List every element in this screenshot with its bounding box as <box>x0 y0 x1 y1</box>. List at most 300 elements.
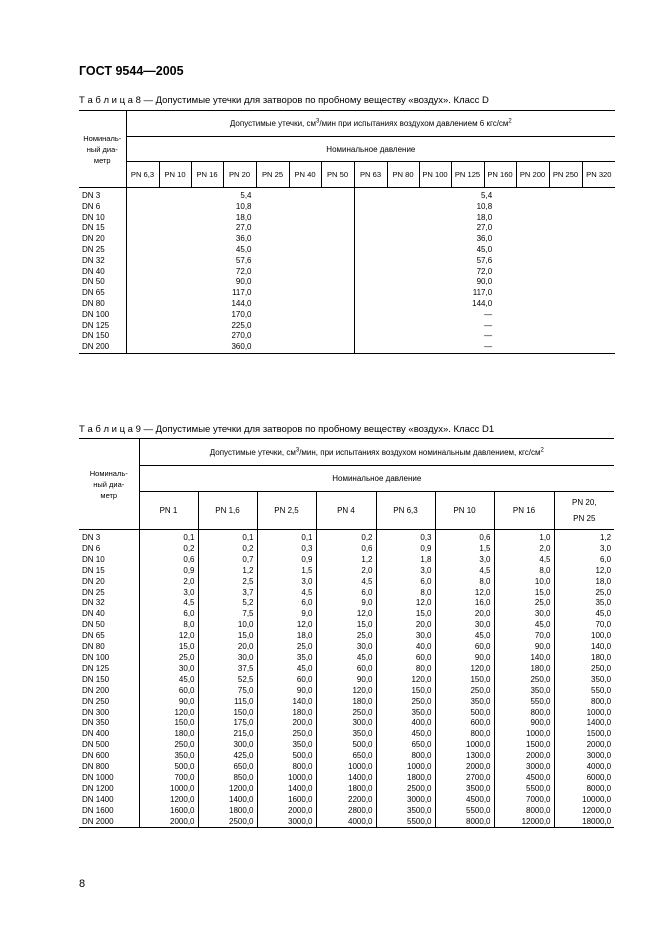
table8-pressure-header: Номинальное давление <box>126 137 615 162</box>
table9-value-cell: 2800,0 <box>316 806 376 817</box>
table9-value-cell: 5,2 <box>198 598 257 609</box>
table9-value-cell: 3,0 <box>599 543 612 553</box>
table9-value-cell: 16,0 <box>435 598 494 609</box>
table9-caption: Т а б л и ц а 9 — Допустимые утечки для затворов по пробному веществу «воздух». Класс D1 <box>79 424 495 435</box>
table-row <box>79 675 614 686</box>
table9-value-cell: 0,2 <box>316 530 376 544</box>
table9-value-cell: 1,2 <box>316 555 376 566</box>
table8-dn-cell: DN 200 <box>79 342 126 353</box>
table8-dn-header: Номиналь- ный диа- метр <box>79 111 126 188</box>
table9-value-cell: 800,0 <box>257 762 316 773</box>
table9-value-cell: 500,0 <box>316 740 376 751</box>
table9-pn-row <box>79 492 614 530</box>
table8-value-cell: 5,4 <box>126 188 354 202</box>
table9-value-cell: 300,0 <box>198 740 257 751</box>
table9-value-cell: 5500,0 <box>494 784 554 795</box>
table9-dn-cell: DN 15 <box>79 566 139 577</box>
table9-value-cell: 60,0 <box>316 664 376 675</box>
table8-pn-cell: PN 25 <box>256 162 289 188</box>
table8-dn-cell: DN 50 <box>79 277 126 288</box>
table9-value-cell: 15,0 <box>316 620 376 631</box>
table9-value-cell: 8,0 <box>139 620 198 631</box>
table9-value-cell: 15,0 <box>198 631 257 642</box>
table9-value-cell: 1800,0 <box>316 784 376 795</box>
table9-value-cell: 7000,0 <box>494 795 554 806</box>
table9-value-cell: 80,0 <box>376 664 435 675</box>
table9-value-cell: 0,6 <box>139 555 198 566</box>
table-row <box>79 331 615 342</box>
table9-value-cell: 6,0 <box>139 609 198 620</box>
table9-value-cell: 12000,0 <box>494 817 554 828</box>
table-row <box>79 321 615 332</box>
table-row <box>79 213 615 224</box>
table9-dn-cell: DN 350 <box>79 718 139 729</box>
table9-value-cell: 90,0 <box>316 675 376 686</box>
table9-value-cell: 150,0 <box>376 686 435 697</box>
table9-dn-cell: DN 250 <box>79 697 139 708</box>
table-row <box>79 577 614 588</box>
table9 <box>79 438 614 828</box>
table8-dn-cell: DN 10 <box>79 213 126 224</box>
table9-value-cell: 850,0 <box>198 773 257 784</box>
table9-value-cell: 3,0 <box>435 555 494 566</box>
table9-dn-cell: DN 50 <box>79 620 139 631</box>
table9-dn-cell: DN 1000 <box>79 773 139 784</box>
table9-value-cell: 5500,0 <box>435 806 494 817</box>
table-row <box>79 188 615 202</box>
table8-dn-cell: DN 15 <box>79 223 126 234</box>
table9-value-cell: 350,0 <box>494 686 554 697</box>
table9-value-cell: 300,0 <box>316 718 376 729</box>
table8-pn-cell: PN 63 <box>354 162 387 188</box>
table9-value-cell: 25,0 <box>595 587 612 597</box>
table8-leak-header <box>126 111 615 137</box>
table9-value-cell: 10,0 <box>198 620 257 631</box>
table9-value-cell: 18000,0 <box>554 817 614 828</box>
table9-value-cell: 12,0 <box>376 598 435 609</box>
table9-leak-header <box>139 439 614 466</box>
table9-value-cell: 1000,0 <box>257 773 316 784</box>
table-row <box>79 555 614 566</box>
table9-value-cell: 8,0 <box>494 566 554 577</box>
table8-dn-cell: DN 3 <box>79 188 126 202</box>
table9-value-cell: 25,0 <box>316 631 376 642</box>
table9-value-cell: 215,0 <box>198 729 257 740</box>
table8-value-cell: 72,0 <box>476 266 493 276</box>
table8-value-cell: 18,0 <box>476 212 493 222</box>
table8-body <box>79 188 615 354</box>
table9-value-cell: 4,5 <box>494 555 554 566</box>
table8-pn-cell: PN 80 <box>387 162 419 188</box>
table9-value-cell: 2000,0 <box>586 740 612 750</box>
table8-value-cell: 45,0 <box>126 245 354 256</box>
table-row <box>79 277 615 288</box>
table9-dn-cell: DN 25 <box>79 588 139 599</box>
table9-value-cell: 25,0 <box>257 642 316 653</box>
table9-value-cell: 35,0 <box>257 653 316 664</box>
table9-value-cell: 1000,0 <box>435 740 494 751</box>
table9-value-cell: 250,0 <box>316 708 376 719</box>
table8-pn-row <box>79 162 615 188</box>
table9-value-cell: 37,5 <box>198 664 257 675</box>
table8-caption: Т а б л и ц а 8 — Допустимые утечки для затворов по пробному веществу «воздух». Класс D <box>79 95 489 106</box>
table9-value-cell: 25,0 <box>139 653 198 664</box>
table9-value-cell: 1,2 <box>599 533 612 542</box>
table-row <box>79 544 614 555</box>
table9-value-cell: 20,0 <box>376 620 435 631</box>
table8-dn-cell: DN 20 <box>79 234 126 245</box>
table8-pn-cell: PN 250 <box>549 162 582 188</box>
table9-value-cell: 75,0 <box>198 686 257 697</box>
table9-dn-cell: DN 10 <box>79 555 139 566</box>
table9-dn-cell: DN 100 <box>79 653 139 664</box>
table9-value-cell: 1,8 <box>376 555 435 566</box>
table-row <box>79 697 614 708</box>
table9-value-cell: 150,0 <box>435 675 494 686</box>
table9-value-cell: 350,0 <box>435 697 494 708</box>
table8-pn-cell: PN 160 <box>484 162 516 188</box>
table8-dn-cell: DN 6 <box>79 202 126 213</box>
table9-value-cell: 650,0 <box>316 751 376 762</box>
table9-value-cell: 0,2 <box>139 544 198 555</box>
table9-value-cell: 250,0 <box>376 697 435 708</box>
table8-value-cell: 90,0 <box>126 277 354 288</box>
table8-leak-header-text: Допустимые утечки, $см^3$/мин при испытаниях воздухом давлением 6 кгс/$см^2$ <box>229 118 512 129</box>
table9-value-cell: 4,5 <box>139 598 198 609</box>
table8-value-cell: 57,6 <box>126 256 354 267</box>
table9-value-cell: 1200,0 <box>198 784 257 795</box>
table9-value-cell: 1800,0 <box>376 773 435 784</box>
table9-value-cell: 8000,0 <box>494 806 554 817</box>
table8-value-cell: 90,0 <box>476 277 493 287</box>
table9-value-cell: 0,9 <box>257 555 316 566</box>
table9-dn-cell: DN 20 <box>79 577 139 588</box>
table9-value-cell: 550,0 <box>494 697 554 708</box>
table9-pn-cell: PN 2,5 <box>257 492 316 530</box>
table9-value-cell: 140,0 <box>257 697 316 708</box>
table8-dn-cell: DN 125 <box>79 321 126 332</box>
table9-value-cell: 10000,0 <box>582 794 612 804</box>
table9-value-cell: 4,5 <box>435 566 494 577</box>
table9-value-cell: 2,0 <box>139 577 198 588</box>
table9-value-cell: 90,0 <box>257 686 316 697</box>
table9-value-cell: 1000,0 <box>586 707 612 717</box>
table-row <box>79 566 614 577</box>
table9-value-cell: 250,0 <box>435 686 494 697</box>
table9-value-cell: 15,0 <box>139 642 198 653</box>
table-row <box>79 299 615 310</box>
table9-value-cell: 45,0 <box>494 620 554 631</box>
table9-value-cell: 8,0 <box>435 577 494 588</box>
table9-value-cell: 8000,0 <box>435 817 494 828</box>
table9-dn-header: Номиналь- ный диа- метр <box>79 439 139 530</box>
table-row <box>79 234 615 245</box>
table8-value-cell: 117,0 <box>126 288 354 299</box>
table-row <box>79 598 614 609</box>
table9-value-cell: 350,0 <box>591 674 612 684</box>
table9-value-cell: 250,0 <box>591 663 612 673</box>
table8-value-cell: 36,0 <box>126 234 354 245</box>
table9-value-cell: 12,0 <box>435 588 494 599</box>
table9-dn-cell: DN 40 <box>79 609 139 620</box>
table9-value-cell: 9,0 <box>257 609 316 620</box>
table9-value-cell: 60,0 <box>435 642 494 653</box>
table9-leak-header-text: Допустимые утечки, $см^3$/мин, при испытаниях воздухом номинальным давлением, кгс/$см^2$ <box>209 447 544 457</box>
table9-value-cell: 120,0 <box>316 686 376 697</box>
table9-value-cell: 0,9 <box>139 566 198 577</box>
table9-value-cell: 120,0 <box>376 675 435 686</box>
table9-value-cell: 400,0 <box>376 718 435 729</box>
table9-value-cell: 350,0 <box>139 751 198 762</box>
table9-dn-cell: DN 800 <box>79 762 139 773</box>
table9-value-cell: 100,0 <box>591 631 612 641</box>
table9-value-cell: 0,9 <box>376 544 435 555</box>
table9-value-cell: 6,0 <box>316 588 376 599</box>
table9-value-cell: 1600,0 <box>257 795 316 806</box>
table9-value-cell: 650,0 <box>198 762 257 773</box>
table9-value-cell: 150,0 <box>139 718 198 729</box>
table8-pn-cell: PN 125 <box>451 162 484 188</box>
table9-value-cell: 3000,0 <box>376 795 435 806</box>
table9-value-cell: 900,0 <box>494 718 554 729</box>
table9-value-cell: 1400,0 <box>198 795 257 806</box>
table9-value-cell: 1000,0 <box>376 762 435 773</box>
table-row <box>79 631 614 642</box>
table-row <box>79 817 614 828</box>
table9-value-cell: 3500,0 <box>376 806 435 817</box>
table9-value-cell: 2500,0 <box>376 784 435 795</box>
table-row <box>79 762 614 773</box>
table9-value-cell: 6,0 <box>599 554 612 564</box>
table9-pn-cell: PN 1 <box>139 492 198 530</box>
table9-value-cell: 250,0 <box>257 729 316 740</box>
table9-value-cell: 45,0 <box>595 609 612 619</box>
table9-value-cell: 30,0 <box>494 609 554 620</box>
table9-pn-cell: PN 10 <box>435 492 494 530</box>
table-row <box>79 751 614 762</box>
table9-pn-cell: PN 1,6 <box>198 492 257 530</box>
table9-dn-cell: DN 500 <box>79 740 139 751</box>
table9-value-cell: 0,3 <box>376 530 435 544</box>
table9-value-cell: 30,0 <box>198 653 257 664</box>
table9-value-cell: 20,0 <box>435 609 494 620</box>
table9-value-cell: 450,0 <box>376 729 435 740</box>
table8-value-cell: 170,0 <box>126 310 354 321</box>
table9-pn-cell: PN 4 <box>316 492 376 530</box>
table9-value-cell: 35,0 <box>595 598 612 608</box>
table9-value-cell: 120,0 <box>435 664 494 675</box>
table-row <box>79 267 615 278</box>
table9-dn-cell: DN 600 <box>79 751 139 762</box>
table-row <box>79 588 614 599</box>
table9-value-cell: 175,0 <box>198 718 257 729</box>
table-row <box>79 740 614 751</box>
table9-value-cell: 180,0 <box>257 708 316 719</box>
table9-value-cell: 2200,0 <box>316 795 376 806</box>
table8-value-cell: — <box>484 309 493 319</box>
table8-value-cell: 10,8 <box>126 202 354 213</box>
table8-pn-cell: PN 10 <box>159 162 191 188</box>
table9-value-cell: 0,1 <box>257 530 316 544</box>
table9-dn-cell: DN 80 <box>79 642 139 653</box>
table8-pn-cell: PN 50 <box>321 162 354 188</box>
table9-value-cell: 250,0 <box>139 740 198 751</box>
table9-value-cell: 1500,0 <box>494 740 554 751</box>
table8-value-cell: 225,0 <box>126 321 354 332</box>
table8-pn-cell: PN 6,3 <box>126 162 159 188</box>
table8-dn-cell: DN 32 <box>79 256 126 267</box>
table9-value-cell: 3,7 <box>198 588 257 599</box>
table9-value-cell: 2700,0 <box>435 773 494 784</box>
table9-value-cell: 800,0 <box>494 708 554 719</box>
table9-value-cell: 2000,0 <box>257 806 316 817</box>
table9-value-cell: 30,0 <box>316 642 376 653</box>
table9-value-cell: 18,0 <box>595 576 612 586</box>
table-row <box>79 609 614 620</box>
table9-value-cell: 500,0 <box>139 762 198 773</box>
table9-value-cell: 9,0 <box>316 598 376 609</box>
table-row <box>79 653 614 664</box>
table-row <box>79 729 614 740</box>
table-row <box>79 773 614 784</box>
table8-value-cell: 10,8 <box>476 201 493 211</box>
table9-value-cell: 30,0 <box>435 620 494 631</box>
table8-value-cell: 72,0 <box>126 267 354 278</box>
table-row <box>79 620 614 631</box>
table8-value-cell: 27,0 <box>476 223 493 233</box>
table9-value-cell: 60,0 <box>257 675 316 686</box>
table9-dn-cell: DN 200 <box>79 686 139 697</box>
table9-value-cell: 4,5 <box>316 577 376 588</box>
table8-value-cell: 27,0 <box>126 223 354 234</box>
table9-value-cell: 2,0 <box>494 544 554 555</box>
table9-value-cell: 3,0 <box>139 588 198 599</box>
table8-value-cell: — <box>484 331 493 341</box>
table8-value-cell: 36,0 <box>476 234 493 244</box>
table9-value-cell: 0,3 <box>257 544 316 555</box>
table9-value-cell: 4000,0 <box>316 817 376 828</box>
table8-dn-cell: DN 150 <box>79 331 126 342</box>
table9-value-cell: 200,0 <box>257 718 316 729</box>
table9-body <box>79 530 614 828</box>
table9-value-cell: 115,0 <box>198 697 257 708</box>
page-number: 8 <box>79 878 86 890</box>
table9-value-cell: 250,0 <box>494 675 554 686</box>
table9-value-cell: 2,0 <box>316 566 376 577</box>
table9-value-cell: 0,6 <box>435 530 494 544</box>
table8-value-cell: 57,6 <box>476 255 493 265</box>
table8-value-cell: 117,0 <box>472 288 493 298</box>
table-row <box>79 310 615 321</box>
table9-value-cell: 2000,0 <box>435 762 494 773</box>
table9-value-cell: 180,0 <box>316 697 376 708</box>
table9-dn-cell: DN 400 <box>79 729 139 740</box>
table9-value-cell: 600,0 <box>435 718 494 729</box>
table9-value-cell: 25,0 <box>494 598 554 609</box>
table9-value-cell: 4,5 <box>257 588 316 599</box>
table9-value-cell: 45,0 <box>257 664 316 675</box>
table9-value-cell: 3500,0 <box>435 784 494 795</box>
table8-value-cell: — <box>484 320 493 330</box>
table9-value-cell: 7,5 <box>198 609 257 620</box>
table8-pn-cell: PN 320 <box>582 162 615 188</box>
table9-value-cell: 180,0 <box>139 729 198 740</box>
table8 <box>79 110 615 354</box>
table9-value-cell: 650,0 <box>376 740 435 751</box>
table9-value-cell: 1400,0 <box>586 718 612 728</box>
table9-dn-cell: DN 65 <box>79 631 139 642</box>
table8-value-cell: 144,0 <box>126 299 354 310</box>
table9-value-cell: 1000,0 <box>316 762 376 773</box>
table9-value-cell: 120,0 <box>139 708 198 719</box>
table9-value-cell: 180,0 <box>494 664 554 675</box>
table9-value-cell: 1500,0 <box>586 729 612 739</box>
table9-value-cell: 4000,0 <box>586 762 612 772</box>
table9-value-cell: 6000,0 <box>586 772 612 782</box>
table8-dn-cell: DN 100 <box>79 310 126 321</box>
table8-pn-cell: PN 100 <box>419 162 451 188</box>
table8-dn-cell: DN 40 <box>79 267 126 278</box>
table9-pn-cell: PN 20, PN 25 <box>554 492 614 530</box>
table8-pn-cell: PN 40 <box>289 162 321 188</box>
table9-dn-cell: DN 2000 <box>79 817 139 828</box>
table-row <box>79 795 614 806</box>
table9-dn-cell: DN 3 <box>79 530 139 544</box>
table-row <box>79 223 615 234</box>
table9-value-cell: 20,0 <box>198 642 257 653</box>
table8-value-cell: 270,0 <box>126 331 354 342</box>
table8-value-cell: 45,0 <box>476 244 493 254</box>
table9-value-cell: 350,0 <box>257 740 316 751</box>
table9-value-cell: 1300,0 <box>435 751 494 762</box>
table9-value-cell: 350,0 <box>376 708 435 719</box>
table9-value-cell: 1,5 <box>257 566 316 577</box>
table-row <box>79 686 614 697</box>
table9-value-cell: 12000,0 <box>582 805 612 815</box>
table9-value-cell: 45,0 <box>316 653 376 664</box>
table9-value-cell: 52,5 <box>198 675 257 686</box>
table9-value-cell: 5500,0 <box>376 817 435 828</box>
table9-value-cell: 90,0 <box>139 697 198 708</box>
table9-value-cell: 140,0 <box>494 653 554 664</box>
table-row <box>79 718 614 729</box>
table9-dn-cell: DN 150 <box>79 675 139 686</box>
table9-value-cell: 10,0 <box>494 577 554 588</box>
table-row <box>79 256 615 267</box>
table9-value-cell: 550,0 <box>591 685 612 695</box>
table9-value-cell: 180,0 <box>591 652 612 662</box>
table9-dn-cell: DN 1600 <box>79 806 139 817</box>
table9-value-cell: 8,0 <box>376 588 435 599</box>
table9-value-cell: 90,0 <box>435 653 494 664</box>
table9-value-cell: 12,0 <box>316 609 376 620</box>
table8-dn-cell: DN 25 <box>79 245 126 256</box>
table9-dn-cell: DN 125 <box>79 664 139 675</box>
table-row <box>79 784 614 795</box>
table9-value-cell: 1000,0 <box>139 784 198 795</box>
table-row <box>79 642 614 653</box>
table-row <box>79 342 615 353</box>
table9-value-cell: 500,0 <box>435 708 494 719</box>
table9-value-cell: 1400,0 <box>257 784 316 795</box>
table9-value-cell: 1400,0 <box>316 773 376 784</box>
table9-value-cell: 15,0 <box>494 588 554 599</box>
table9-value-cell: 700,0 <box>139 773 198 784</box>
table-row <box>79 806 614 817</box>
table9-dn-cell: DN 300 <box>79 708 139 719</box>
table9-value-cell: 6,0 <box>376 577 435 588</box>
table9-value-cell: 1,0 <box>494 530 554 544</box>
